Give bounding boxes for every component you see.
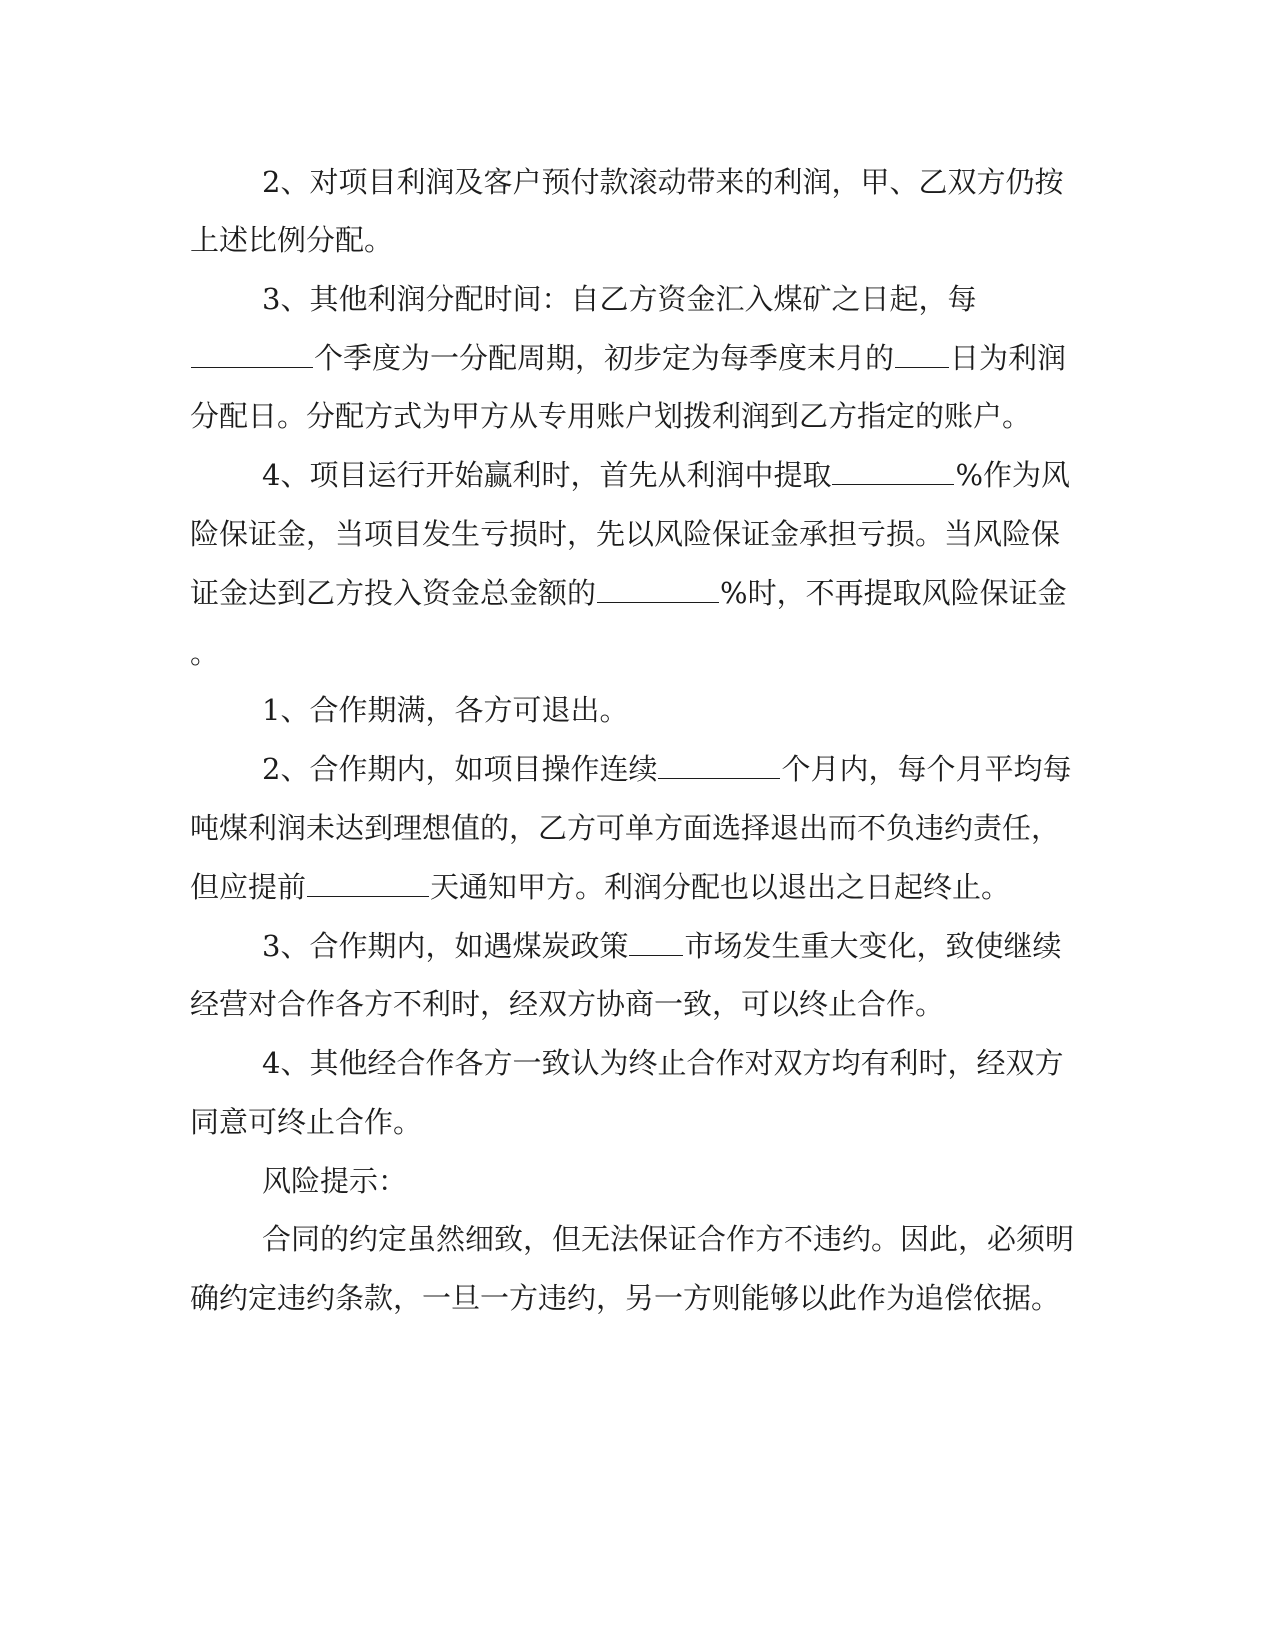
paragraph-profit-rolling-line-1: 2、对项目利润及客户预付款滚动带来的利润，甲、乙双方仍按 [262, 165, 1064, 199]
paragraph-exit-early-line-1 [262, 751, 1071, 787]
line-text-segment: %作为风 [955, 458, 1071, 492]
line-text-segment: 但应提前 [190, 870, 307, 904]
paragraph-distribution-time-line-1: 3、其他利润分配时间：自乙方资金汇入煤矿之日起，每 [262, 282, 977, 316]
paragraph-distribution-time-line-3: 分配日。分配方式为甲方从专用账户划拨利润到乙方指定的账户。 [190, 399, 1032, 433]
fill-blank-percent [832, 458, 954, 485]
fill-blank-day [895, 341, 949, 368]
fill-blank-quarters [191, 341, 313, 368]
line-text-segment: 2、合作期内，如项目操作连续 [262, 752, 658, 786]
paragraph-risk-notice-line-2: 确约定违约条款，一旦一方违约，另一方则能够以此作为追偿依据。 [190, 1281, 1061, 1315]
line-text-segment: 4、项目运行开始赢利时，首先从利润中提取 [262, 458, 832, 492]
paragraph-exit-early-line-2: 吨煤利润未达到理想值的，乙方可单方面选择退出而不负违约责任， [190, 811, 1061, 845]
paragraph-exit-expiry: 1、合作期满，各方可退出。 [262, 693, 629, 727]
paragraph-profit-rolling-line-2: 上述比例分配。 [190, 223, 394, 257]
fill-blank-policy [629, 929, 683, 956]
line-text-segment: 证金达到乙方投入资金总金额的 [190, 576, 597, 610]
paragraph-risk-deposit-line-3 [190, 575, 1067, 611]
fill-blank-days [307, 870, 429, 897]
line-text-segment: 3、合作期内，如遇煤炭政策 [262, 929, 629, 963]
paragraph-mutual-termination-line-1: 4、其他经合作各方一致认为终止合作对双方均有利时，经双方 [262, 1046, 1064, 1080]
paragraph-risk-notice-line-1: 合同的约定虽然细致，但无法保证合作方不违约。因此，必须明 [262, 1222, 1075, 1256]
paragraph-mutual-termination-line-2: 同意可终止合作。 [190, 1105, 423, 1139]
paragraph-risk-deposit-line-2: 险保证金，当项目发生亏损时，先以风险保证金承担亏损。当风险保 [190, 517, 1061, 551]
risk-notice-heading: 风险提示： [262, 1164, 408, 1198]
line-text-segment: 天通知甲方。利润分配也以退出之日起终止。 [430, 870, 1011, 904]
paragraph-risk-deposit-line-1 [262, 457, 1070, 493]
line-text-segment: 市场发生重大变化，致使继续 [684, 929, 1062, 963]
paragraph-policy-change-line-1 [262, 928, 1061, 964]
paragraph-risk-deposit-line-4: 。 [190, 636, 220, 670]
fill-blank-percent [597, 576, 719, 603]
paragraph-distribution-time-line-2 [190, 340, 1066, 376]
line-text-segment: %时，不再提取风险保证金 [720, 576, 1067, 610]
line-text-segment: 个季度为一分配周期，初步定为每季度末月的 [314, 341, 895, 375]
paragraph-policy-change-line-2: 经营对合作各方不利时，经双方协商一致，可以终止合作。 [190, 987, 945, 1021]
line-text-segment: 日为利润 [950, 341, 1067, 375]
line-text-segment: 个月内，每个月平均每 [781, 752, 1072, 786]
fill-blank-months [658, 752, 780, 779]
paragraph-exit-early-line-3 [190, 869, 1010, 905]
